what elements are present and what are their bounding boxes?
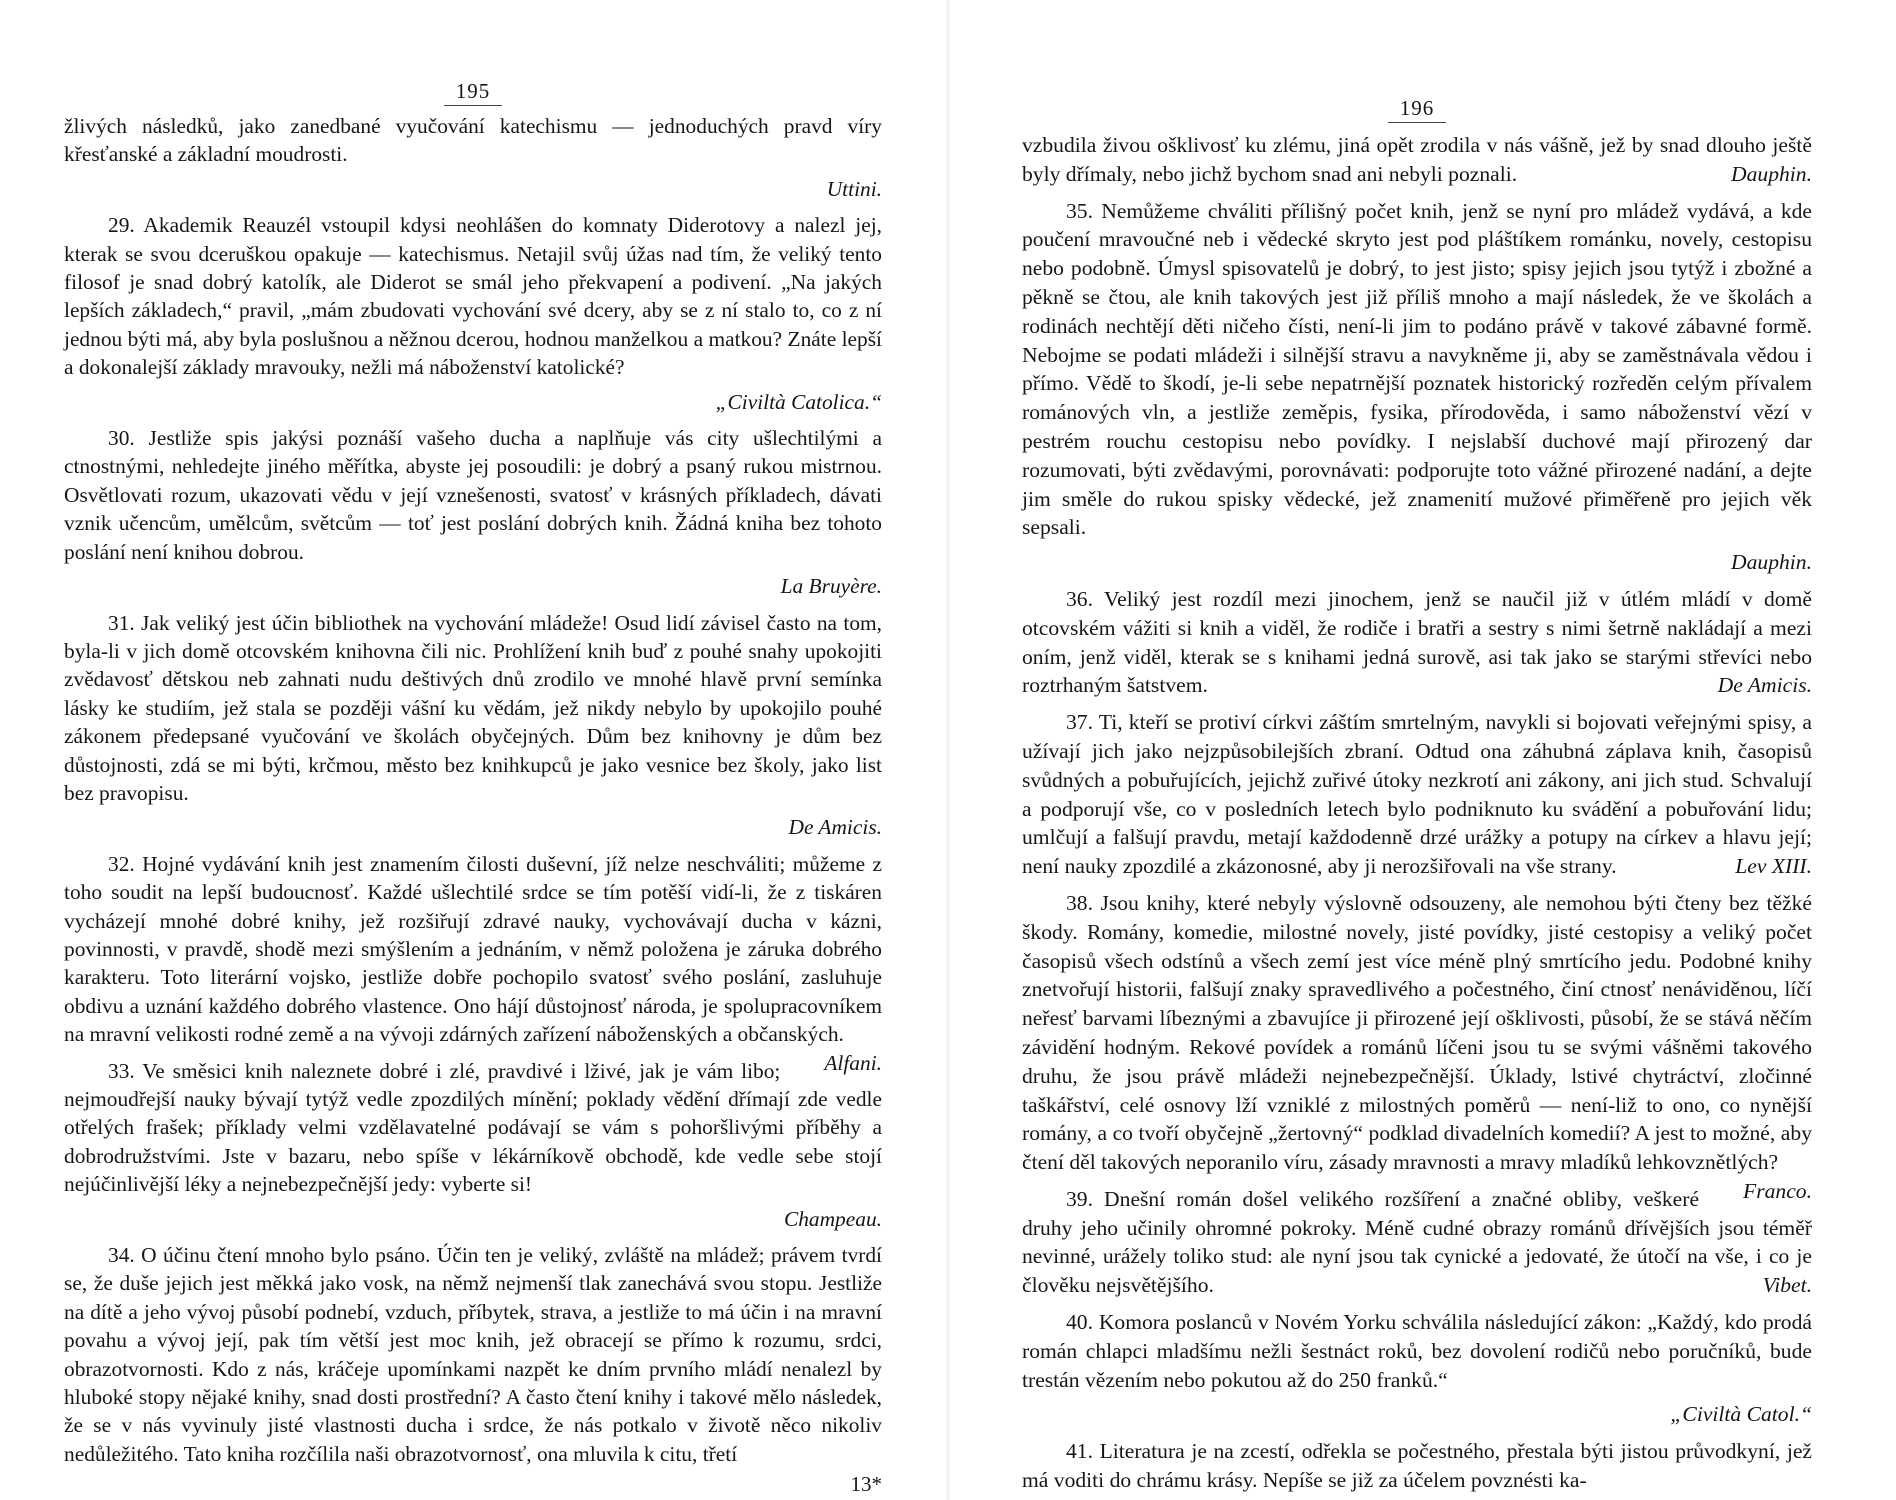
paragraph: 41. Literatura je na zcestí, odřekla se počestného, přestala býti jistou průvodkyní, jež má voditi do chrámu krásy. Nepíše se již za účelem povznésti ka-	[1022, 1439, 1812, 1493]
citation-source: Uttini.	[826, 176, 882, 201]
citation-source: „Civiltà Catolica.“	[715, 389, 882, 414]
citation-source: Alfani.	[824, 1050, 882, 1075]
citation-source: Champeau.	[783, 1206, 882, 1231]
paragraph: 32. Hojné vydávání knih jest znamením čilosti duševní, jíž nelze neschváliti; můžeme z toho soudit na lepší budoucnosť. Každé ušlechtilé srdce se tím potěší vidí-li, že z tiskáren vycházejí mnohé dobré knihy, jež rozšiřují zdravé nauky, vychovávají ducha v kázni, povinnosti, v pravdě, shodě mezi smýšlením a jednáním, v němž položena je záruka dobrého karakteru. Toto literární vojsko, jestliže dobře pochopilo svatosť svého poslání, zasluhuje obdivu a uznání každého dobrého vlastence. Ono hájí důstojnosť národa, je spolupracovníkem na mravní velikosti rodné země a na vývoji zdárných zařízení náboženských a občanských. Alfani.	[64, 850, 882, 1049]
signature-mark: 13*	[850, 1472, 882, 1497]
paragraph: 31. Jak veliký jest účin bibliothek na vychování mládeže! Osud lidí závisel často na tom, byla-li v jich domě otcovském knihovna čili nic. Prohlížení knih buď z pouhé snahy upokojiti zvědavosť dětskou neb zahnati nudu deštivých dnů zrodilo ve mnohé hlavě první semínka lásky ke studiím, jež stala se později vášní ku vědám, jež nikdy nebylo by upokojilo pouhé zákonem předepsané vyučování ve školách obyčejných. Dům bez knihovny je dům bez důstojnosti, zdá se mi býti, krčmou, město bez knihkupců je jako vesnice bez školy, jako list bez pravopisu.	[64, 610, 882, 805]
paragraph: 35. Nemůžeme chváliti přílišný počet knih, jenž se nyní pro mládež vydává, a kde poučení mravoučné neb i vědecké skryto jest pod pláštíkem románku, novely, cestopisu nebo podobně. Úmysl spisovatelů je dobrý, to jest jisto; spisy jejich jsou tytýž i zbožné a pěkně se čtou, ale knih takových jest již příliš mnoho a mají následek, že ve školách a rodinách nechtějí děti ničeho čísti, není-li jim to podáno právě v takové zábavné formě. Nebojme se podati mládeži i silnější stravu a navykněme ji, aby se zaměstnávala vědou i přímo. Vědě to škodí, je-li sebe nepatrnější poznatek historický rozředěn celým přívalem románových vln, a jestliže zeměpis, fysika, přírodověda, i samo náboženství vězí v pestrém rouchu cestopisu nebo povídky. I nejslabší duchové mají přirozený dar rozumovati, býti zvědavými, porovnávati: podporujte toto vážné přirozené nadání, a dejte jim směle do rukou spisky vědecké, jež znamenití mužové přiměřeně pro jejich věk sepsali.	[1022, 198, 1812, 540]
citation-source: La Bruyère.	[780, 574, 882, 599]
paragraph: 39. Dnešní román došel velikého rozšíření a značné obliby, veškeré druhy jeho učinily ohromné pokroky. Méně cudné obrazy románů dřívějších jsou téměř nevinné, urážely toliko stud: ale nyní jsou tak cynické a jedovaté, že útočí na vše, i co je člověku nejsvětějšího. Vibet.	[1022, 1185, 1812, 1300]
paragraph: 30. Jestliže spis jakýsi poznáší vašeho ducha a naplňuje vás city ušlechtilými a ctnostnými, nehledejte jiného měřítka, abyste jej posoudili: je dobrý a psaný rukou mistrnou. Osvětlovati rozum, ukazovati vědu v její vznešenosti, svatosť v krásných příkladech, dávati vznik učencům, umělcům, světcům — toť jest poslání dobrých knih. Žádná kniha bez tohoto poslání není knihou dobrou.	[64, 426, 882, 564]
page-number: 195	[64, 78, 882, 104]
citation-source: Dauphin.	[1731, 161, 1812, 186]
paragraph: 34. O účinu čtení mnoho bylo psáno. Účin ten je veliký, zvláště na mládež; právem tvrdí se, že duše jejich jest měkká jako vosk, na němž nejmenší tlak zanechává svou stopu. Jestliže na dítě a jeho vývoj působí podnebí, vzduch, příbytek, strava, a jestliže to má účin i na mravní povahu a vývoj její, pak tím větší jest moc knih, jež obracejí se přímo k rozumu, srdci, obrazotvornosti. Kdo z nás, kráčeje upomínkami nazpět ke dním prvního mládí nenalezl by hluboké stopy nějaké knihy, snad dosti prostřední? A často čtení knihy i takové mělo následek, že se v nás vyvinuly jisté vlastnosti ducha i srdce, že nás potkalo v životě něco nikoliv nedůležitého. Tato kniha rozčílila naši obrazotvornosť, ona mluvila k citu, třetí	[64, 1243, 882, 1466]
citation-source: Lev XIII.	[1735, 854, 1812, 879]
citation-source: De Amicis.	[788, 815, 882, 840]
citation-source: Vibet.	[1762, 1273, 1812, 1298]
citation-source: „Civiltà Catol.“	[1670, 1402, 1812, 1427]
paragraph: žlivých následků, jako zanedbané vyučování katechismu — jednoduchých pravd víry křesťanské a základní moudrosti.	[64, 114, 882, 167]
citation-source: Franco.	[1743, 1178, 1812, 1203]
paragraph: 36. Veliký jest rozdíl mezi jinochem, jenž se naučil již v útlém mládí v domě otcovském vážiti si knih a viděl, že rodiče i bratři a sestry s nimi šetrně nakládají a mezi oním, jenž viděl, kterak se s knihami jedná surově, asi tak jako se starými střevíci nebo roztrhaným šatstvem. De Amicis.	[1022, 585, 1812, 700]
paragraph: 29. Akademik Reauzél vstoupil kdysi neohlášen do komnaty Diderotovy a nalezl jej, kterak se svou dceruškou opakuje — katechismus. Netajil svůj úžas nad tím, že veliký tento filosof je snad dobrý katolík, ale Diderot se smál jeho překvapení a podivení. „Na jakých lepších základech,“ pravil, „mám zbudovati vychování své dcery, aby se z ní stalo to, co z ní jednou býti má, aby byla poslušnou a něžnou dcerou, hodnou manželkou a matkou? Znáte lepší a dokonalejší základy mravouky, nežli má náboženství katolické?	[64, 213, 882, 380]
right-page	[948, 0, 1896, 1500]
page-number: 196	[1022, 95, 1812, 121]
page-text	[1022, 131, 1812, 1495]
paragraph: 38. Jsou knihy, které nebyly výslovně odsouzeny, ale nemohou býti čteny bez těžké škody. Romány, komedie, milostné novely, jisté povídky, jisté cestopisy a veliký počet časopisů všech odstínů a všech zemí jest více méně plný smrtícího jedu. Podobné knihy znetvořují historii, falšují znaky spravedlivého a počestného, činí ctnosť nenáviděnou, líčí neřesť barvami líbeznými a zbavujíce ji přirozené její ošklivosti, působí, že se stává něčím závidění hodným. Rekové povídek a románů líčeni jsou tu se svými vášněmi takového druhu, že jsou právě mládeži nejnebezpečnější. Úklady, lstivé chytráctví, zločinné taškářství, celé osnovy lží vzniklé z milostných poměrů — není-liž to ono, co nynější romány, a co tvoří obyčejně „žertovný“ podklad divadelních komedií? A jest to možné, aby čtení děl takových neporanilo víru, zásady mravnosti a mravy mladíků lehkovznětlých? Franco.	[1022, 889, 1812, 1177]
page-text	[64, 112, 882, 1499]
citation-source: Dauphin.	[1731, 550, 1812, 575]
paragraph: vzbudila živou ošklivosť ku zlému, jiná opět zrodila v nás vášně, jež by snad dlouho ještě byly dřímaly, nebo jichž bychom snad ani nebyli poznali. Dauphin.	[1022, 131, 1812, 189]
paragraph: 37. Ti, kteří se protiví církvi záštím smrtelným, navykli si bojovati veřejnými spisy, a užívají jich jako nejzpůsobilejších zbraní. Odtud ona záhubná záplava knih, časopisů svůdných a pobuřujících, jejichž zuřivé útoky nezkrotí ani zákony, ani jich stud. Schvalují a podporují vše, co v posledních letech bylo podniknuto ku svádění a pobuřování lidu; umlčují a falšují pravdu, metají každodenně drzé urážky a potupy na církev a hlavu její; není nauky zpozdilé a zkázonosné, aby ji nerozšiřovali na vše strany. Lev XIII.	[1022, 708, 1812, 881]
paragraph: 40. Komora poslanců v Novém Yorku schválila následující zákon: „Každý, kdo prodá román chlapci mladšímu nežli šestnáct roků, bez dovolení rodičů nebo poručníků, bude trestán vězením nebo pokutou až do 250 franků.“	[1022, 1310, 1812, 1392]
paragraph: 33. Ve směsici knih naleznete dobré i zlé, pravdivé i lživé, jak je vám libo; nejmoudřejší nauky bývají tytýž vedle zpozdilých mínění; poklady vědění dřímají zde vedle otřelých frašek; příklady velmi vzdělavatelné podávají se vám s pohoršlivými příběhy a dobrodružstvími. Jste v bazaru, nebo spíše v lékárníkově obchodě, kde vedle sebe stojí nejúčinlivější léky a nejnebezpečnější jedy: vyberte si!	[64, 1058, 882, 1197]
citation-source: De Amicis.	[1717, 673, 1812, 698]
